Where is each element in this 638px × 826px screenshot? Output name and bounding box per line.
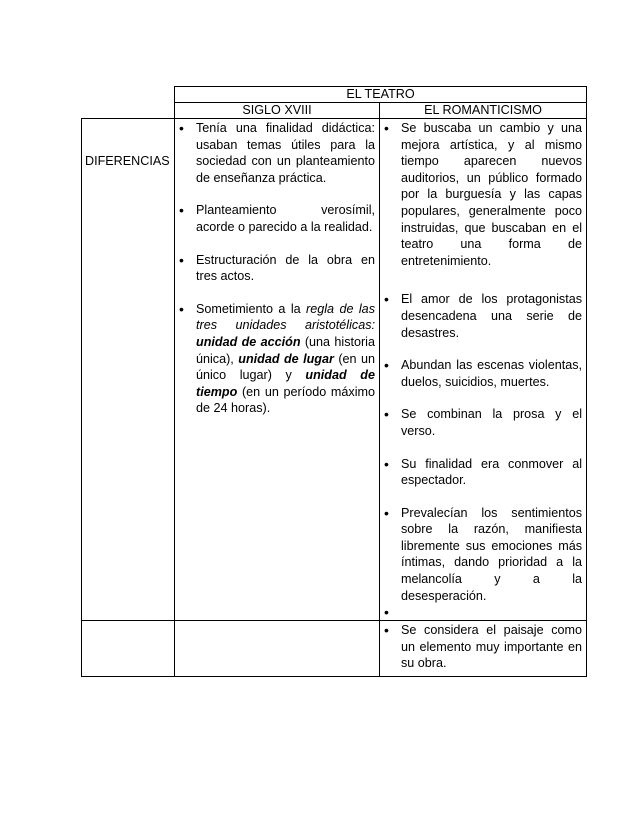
header-romanticismo: EL ROMANTICISMO: [380, 103, 587, 119]
item-text: (en un período máximo de 24 horas).: [196, 384, 375, 416]
row-label-diferencias: DIFERENCIAS: [82, 119, 175, 621]
romanticismo-cell: [380, 119, 587, 621]
blank-corner-2: [82, 103, 175, 119]
item-text-italic: regla de las tres unidades aristotélicas:: [196, 301, 375, 333]
siglo-xviii-list: [175, 120, 375, 417]
list-item: • Planteamiento verosímil, acorde o parecido a la realidad.: [175, 202, 375, 235]
list-item: • Se buscaba un cambio y una mejora artística, y al mismo tiempo aparecen nuevos auditorios, un público formado por la burguesía y las capas populares, generalmente poco instruidas, que buscaban en el teatro una forma de entretenimiento.: [380, 120, 582, 269]
last-row: [82, 621, 587, 677]
item-text: (en un único lugar) y: [196, 351, 375, 383]
list-item: • Estructuración de la obra en tres actos.: [175, 252, 375, 285]
list-item: • Tenía una finalidad didáctica: usaban temas útiles para la sociedad con un planteamiento de enseñanza práctica.: [175, 120, 375, 186]
item-text-bold-italic: unidad de tiempo: [196, 368, 375, 399]
comparison-table: [81, 86, 587, 677]
header-row: [82, 103, 587, 119]
list-item: • El amor de los protagonistas desencadena una serie de desastres.: [380, 291, 582, 341]
blank-corner: [82, 87, 175, 103]
table-title: EL TEATRO: [175, 87, 587, 103]
romanticismo-list: [380, 120, 582, 620]
empty-cell: [82, 621, 175, 677]
continued-text-clip: [380, 622, 582, 676]
list-item: • Se considera el paisaje como un elemento muy importante en su obra.: [380, 622, 582, 672]
siglo-xviii-cell: [175, 119, 380, 621]
header-siglo-xviii: SIGLO XVIII: [175, 103, 380, 119]
empty-cell: [175, 621, 380, 677]
romanticismo-cell-continued: [380, 621, 587, 677]
title-row: [82, 87, 587, 103]
item-text: (una historia única),: [196, 334, 375, 366]
list-item: • Abundan las escenas violentas, duelos, suicidios, muertes.: [380, 357, 582, 390]
romanticismo-list-continued: [380, 622, 582, 672]
list-item-empty: [380, 604, 582, 620]
differences-row: [82, 119, 587, 621]
document-page: [81, 86, 587, 677]
list-item: [175, 301, 375, 417]
list-item: • Se combinan la prosa y el verso.: [380, 406, 582, 439]
list-item: • Su finalidad era conmover al espectador.: [380, 456, 582, 489]
item-text-bold-italic: unidad de acción: [196, 334, 301, 349]
list-item: • Prevalecían los sentimientos sobre la razón, manifiesta libremente sus emociones más íntimas, dando prioridad a la melancolía y a la desesperación.: [380, 505, 582, 605]
item-text: Sometimiento a la: [196, 301, 307, 316]
item-text-bold-italic: unidad de lugar: [238, 351, 334, 366]
